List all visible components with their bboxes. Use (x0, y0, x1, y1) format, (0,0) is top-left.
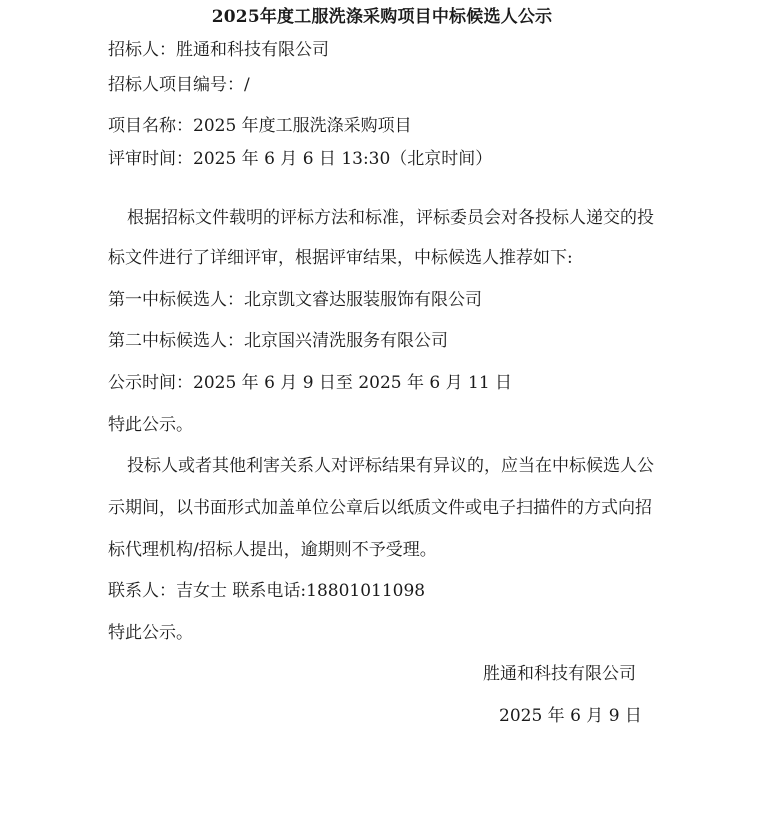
intro-paragraph-line-2: 标文件进行了详细评审，根据评审结果，中标候选人推荐如下: (108, 248, 573, 268)
project-name-line: 项目名称：2025 年度工服洗涤采购项目 (108, 116, 412, 136)
tenderer-line: 招标人：胜通和科技有限公司 (108, 40, 329, 60)
intro-paragraph-line-1: 根据招标文件载明的评标方法和标准，评标委员会对各投标人递交的投 (127, 208, 654, 228)
review-time-line: 评审时间：2025 年 6 月 6 日 13:30（北京时间） (108, 149, 493, 169)
objection-paragraph-line-1: 投标人或者其他利害关系人对评标结果有异议的，应当在中标候选人公 (127, 456, 654, 476)
notice-line-1: 特此公示。 (108, 415, 193, 435)
objection-paragraph-line-3: 标代理机构/招标人提出，逾期则不予受理。 (108, 540, 437, 560)
publicity-period-line: 公示时间：2025 年 6 月 9 日至 2025 年 6 月 11 日 (108, 373, 513, 393)
project-number-line: 招标人项目编号：/ (108, 75, 250, 95)
first-candidate-line: 第一中标候选人：北京凯文睿达服装服饰有限公司 (108, 290, 482, 310)
contact-line: 联系人：吉女士 联系电话:18801011098 (108, 581, 426, 601)
notice-line-2: 特此公示。 (108, 623, 193, 643)
objection-paragraph-line-2: 示期间，以书面形式加盖单位公章后以纸质文件或电子扫描件的方式向招 (108, 498, 652, 518)
signature-date: 2025 年 6 月 9 日 (499, 706, 642, 726)
second-candidate-line: 第二中标候选人：北京国兴清洗服务有限公司 (108, 331, 448, 351)
document-title: 2025年度工服洗涤采购项目中标候选人公示 (211, 7, 553, 27)
signature-company: 胜通和科技有限公司 (483, 664, 636, 684)
